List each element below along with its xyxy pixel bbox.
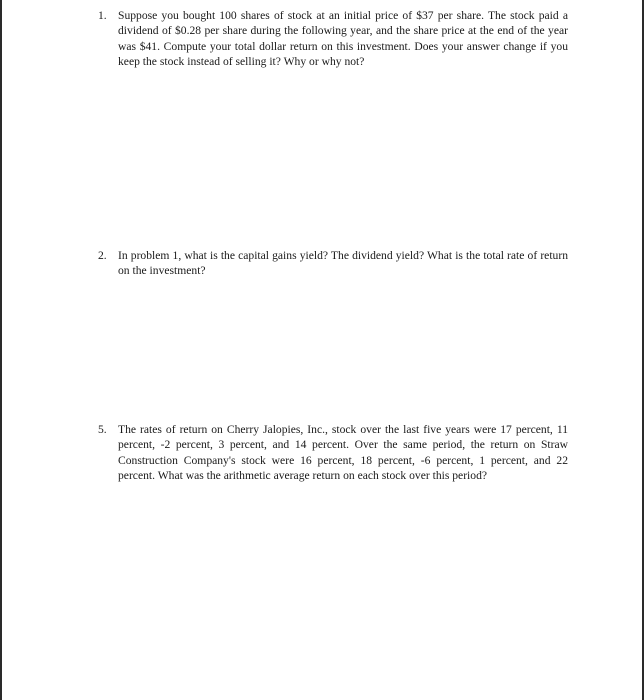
question-2-number: 2.: [98, 249, 107, 262]
question-1-number: 1.: [98, 9, 107, 22]
question-5: [98, 422, 568, 484]
question-1: [98, 8, 568, 70]
page-left-border: [0, 0, 2, 700]
question-1-text: Suppose you bought 100 shares of stock at an initial price of $37 per share. The stock paid a dividend of $0.28 per share during the following year, and the share price at the end of the year was $41. Compute your total dollar return on this investment. Does your answer change if you keep the stock instead of selling it? Why or why not?: [118, 9, 568, 69]
question-2-text: In problem 1, what is the capital gains yield? The dividend yield? What is the total rate of return on the investment?: [118, 249, 568, 278]
question-2: [98, 248, 568, 279]
question-5-number: 5.: [98, 423, 107, 436]
question-5-text: The rates of return on Cherry Jalopies, Inc., stock over the last five years were 17 percent, 11 percent, -2 percent, 3 percent, and 14 percent. Over the same period, the return on Straw Construction Company's stock were 16 percent, 18 percent, -6 percent, 1 percent, and 22 percent. What was the arithmetic average return on each stock over this period?: [118, 423, 568, 483]
